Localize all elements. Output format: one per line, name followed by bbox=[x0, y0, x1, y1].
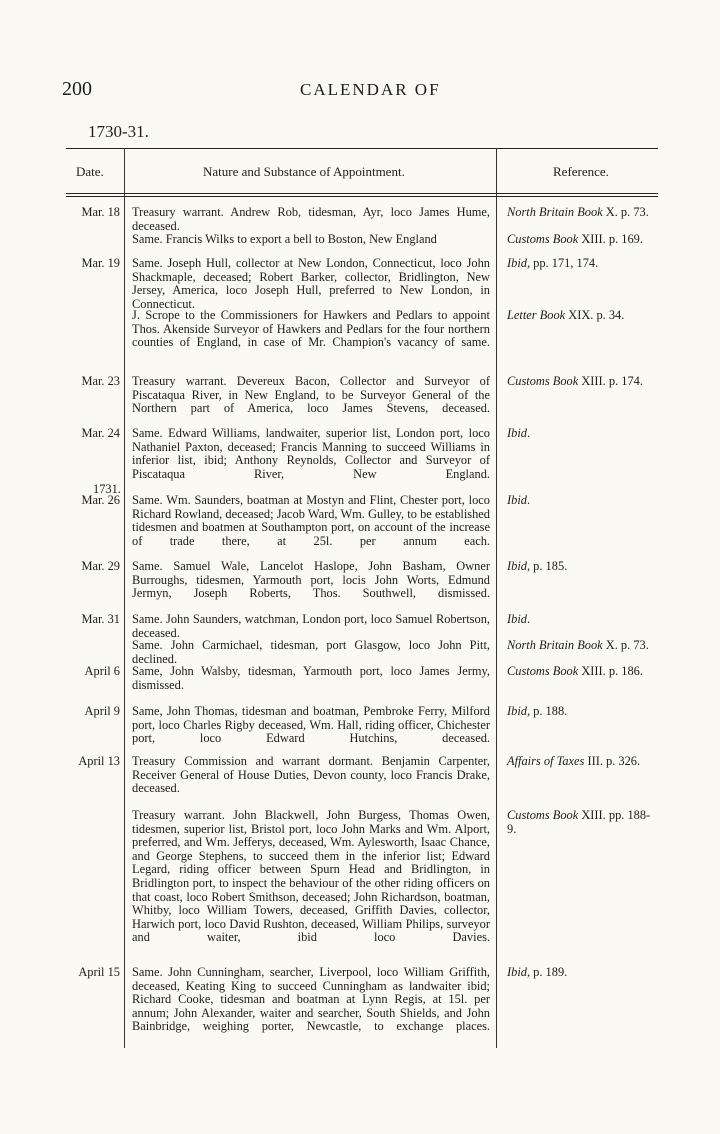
entry-text: Same, John Walsby, tidesman, Yarmouth port, loco James Jermy, dismissed. bbox=[132, 664, 490, 692]
entry-date: Mar. 18 bbox=[81, 205, 120, 219]
entry-text: Treasury warrant. John Blackwell, John Burgess, Thomas Owen, tidesmen, superior list, Bristol port, loco John Marks and Wm. Alport, preferred, and Wm. Jefferys, deceased, Wm. Aylesworth, Isaac Chance, and George Stephens, to succeed them in the inferior list; Edward Legard, riding officer between Spurn Head and Bridlington, in Bridlington port, to inspect the behaviour of the other riding officers on that coast, loco Robert Smithson, deceased; John Richardson, boatman, Whitby, loco William Towers, deceased, Griffith Davies, collector, Harwich port, loco David Rushton, deceased, William Philips, surveyor and waiter, ibid loco Davies. bbox=[132, 808, 490, 945]
header-rule-double bbox=[66, 196, 658, 197]
entry-text: J. Scrope to the Commissioners for Hawkers and Pedlars to appoint Thos. Akenside Surveyor of Hawkers and Pedlars for the four northern counties of England, in case of Mr. Champion's vacancy of same. bbox=[132, 308, 490, 350]
entry-text: Same. John Carmichael, tidesman, port Glasgow, loco John Pitt, declined. bbox=[132, 638, 490, 666]
entry-reference: North Britain Book X. p. 73. bbox=[507, 205, 649, 219]
entry-reference: Ibid. bbox=[507, 493, 531, 507]
entry-reference: North Britain Book X. p. 73. bbox=[507, 638, 649, 652]
entry-reference: Ibid. bbox=[507, 426, 531, 440]
column-divider-reference bbox=[496, 148, 497, 1048]
entry-text: Same. Wm. Saunders, boatman at Mostyn and Flint, Chester port, loco Richard Rowland, deceased; Jacob Ward, Wm. Gulley, to be established tidesmen and boatmen at Southampton port, on account of the increase of trade there, at 25l. per annum each. bbox=[132, 493, 490, 548]
entry-reference: Ibid. bbox=[507, 612, 531, 626]
entry-reference: Customs Book XIII. p. 174. bbox=[507, 374, 643, 388]
entry-date: Mar. 29 bbox=[81, 559, 120, 573]
entry-text: Same. Francis Wilks to export a bell to Boston, New England bbox=[132, 232, 437, 246]
entry-date: April 9 bbox=[84, 704, 120, 718]
entry-reference: Affairs of Taxes III. p. 326. bbox=[507, 754, 641, 768]
year-marker: 1731. bbox=[93, 482, 121, 496]
column-header-reference: Reference. bbox=[553, 164, 609, 179]
entry-reference: Ibid, pp. 171, 174. bbox=[507, 256, 599, 270]
entry-text: Treasury warrant. Andrew Rob, tidesman, Ayr, loco James Hume, deceased. bbox=[132, 205, 490, 233]
entry-reference: Customs Book XIII. p. 186. bbox=[507, 664, 643, 678]
entry-reference: Ibid, p. 188. bbox=[507, 704, 568, 718]
entry-text: Same. Edward Williams, landwaiter, superior list, London port, loco Nathaniel Paxton, deceased; Francis Manning to succeed Williams in inferior list, ibid; Anthony Reynolds, Collector and Surveyor of Piscataqua River, New England. bbox=[132, 426, 490, 481]
entry-text: Same. John Cunningham, searcher, Liverpool, loco William Griffith, deceased, Keating King to succeed Cunningham as landwaiter ibid; Richard Cooke, tidesman and boatman at Lynn Regis, at 15l. per annum; John Alexander, waiter and searcher, South Shields, and John Bainbridge, weighing porter, Newcastle, to exchange places. bbox=[132, 965, 490, 1034]
column-divider-date bbox=[124, 148, 125, 1048]
table-top-rule bbox=[66, 148, 658, 149]
entry-date: Mar. 23 bbox=[81, 374, 120, 388]
entry-reference: Ibid, p. 189. bbox=[507, 965, 568, 979]
entry-reference: Customs Book XIII. pp. 188-9. bbox=[507, 808, 651, 836]
entry-date: Mar. 31 bbox=[81, 612, 120, 626]
entry-text: Treasury warrant. Devereux Bacon, Collector and Surveyor of Piscataqua River, in New England, to be Surveyor General of the Northern part of America, loco James Stevens, deceased. bbox=[132, 374, 490, 416]
year-range: 1730-31. bbox=[88, 122, 149, 141]
entry-text: Treasury Commission and warrant dormant. Benjamin Carpenter, Receiver General of House Duties, Devon county, loco Francis Drake, deceased. bbox=[132, 754, 490, 796]
entry-text: Same. Joseph Hull, collector at New London, Connecticut, loco John Shackmaple, deceased; Robert Barker, collector, Bridlington, New Jersey, America, loco Joseph Hull, preferred to New London, in Connecticut. bbox=[132, 256, 490, 311]
entry-reference: Ibid, p. 185. bbox=[507, 559, 568, 573]
entry-date: Mar. 26 bbox=[81, 493, 120, 507]
entry-date: Mar. 24 bbox=[81, 426, 120, 440]
entry-date: Mar. 19 bbox=[81, 256, 120, 270]
entry-reference: Letter Book XIX. p. 34. bbox=[507, 308, 625, 322]
running-title: CALENDAR OF bbox=[300, 80, 441, 99]
entry-date: April 6 bbox=[84, 664, 120, 678]
column-header-date: Date. bbox=[76, 164, 104, 179]
entry-text: Same. John Saunders, watchman, London port, loco Samuel Robertson, deceased. bbox=[132, 612, 490, 640]
entry-text: Same, John Thomas, tidesman and boatman, Pembroke Ferry, Milford port, loco Charles Rigby deceased, Wm. Hall, riding officer, Chichester port, loco Edward Hutchins, deceased. bbox=[132, 704, 490, 746]
entry-date: April 15 bbox=[78, 965, 120, 979]
header-rule bbox=[66, 193, 658, 194]
page-number: 200 bbox=[62, 78, 92, 100]
entry-text: Same. Samuel Wale, Lancelot Haslope, John Basham, Owner Burroughs, tidesmen, Yarmouth port, locis John Worts, Edmund Jermyn, Joseph Roberts, Thos. Southwell, dismissed. bbox=[132, 559, 490, 601]
entry-date: April 13 bbox=[78, 754, 120, 768]
entry-reference: Customs Book XIII. p. 169. bbox=[507, 232, 643, 246]
column-header-nature: Nature and Substance of Appointment. bbox=[203, 164, 405, 179]
